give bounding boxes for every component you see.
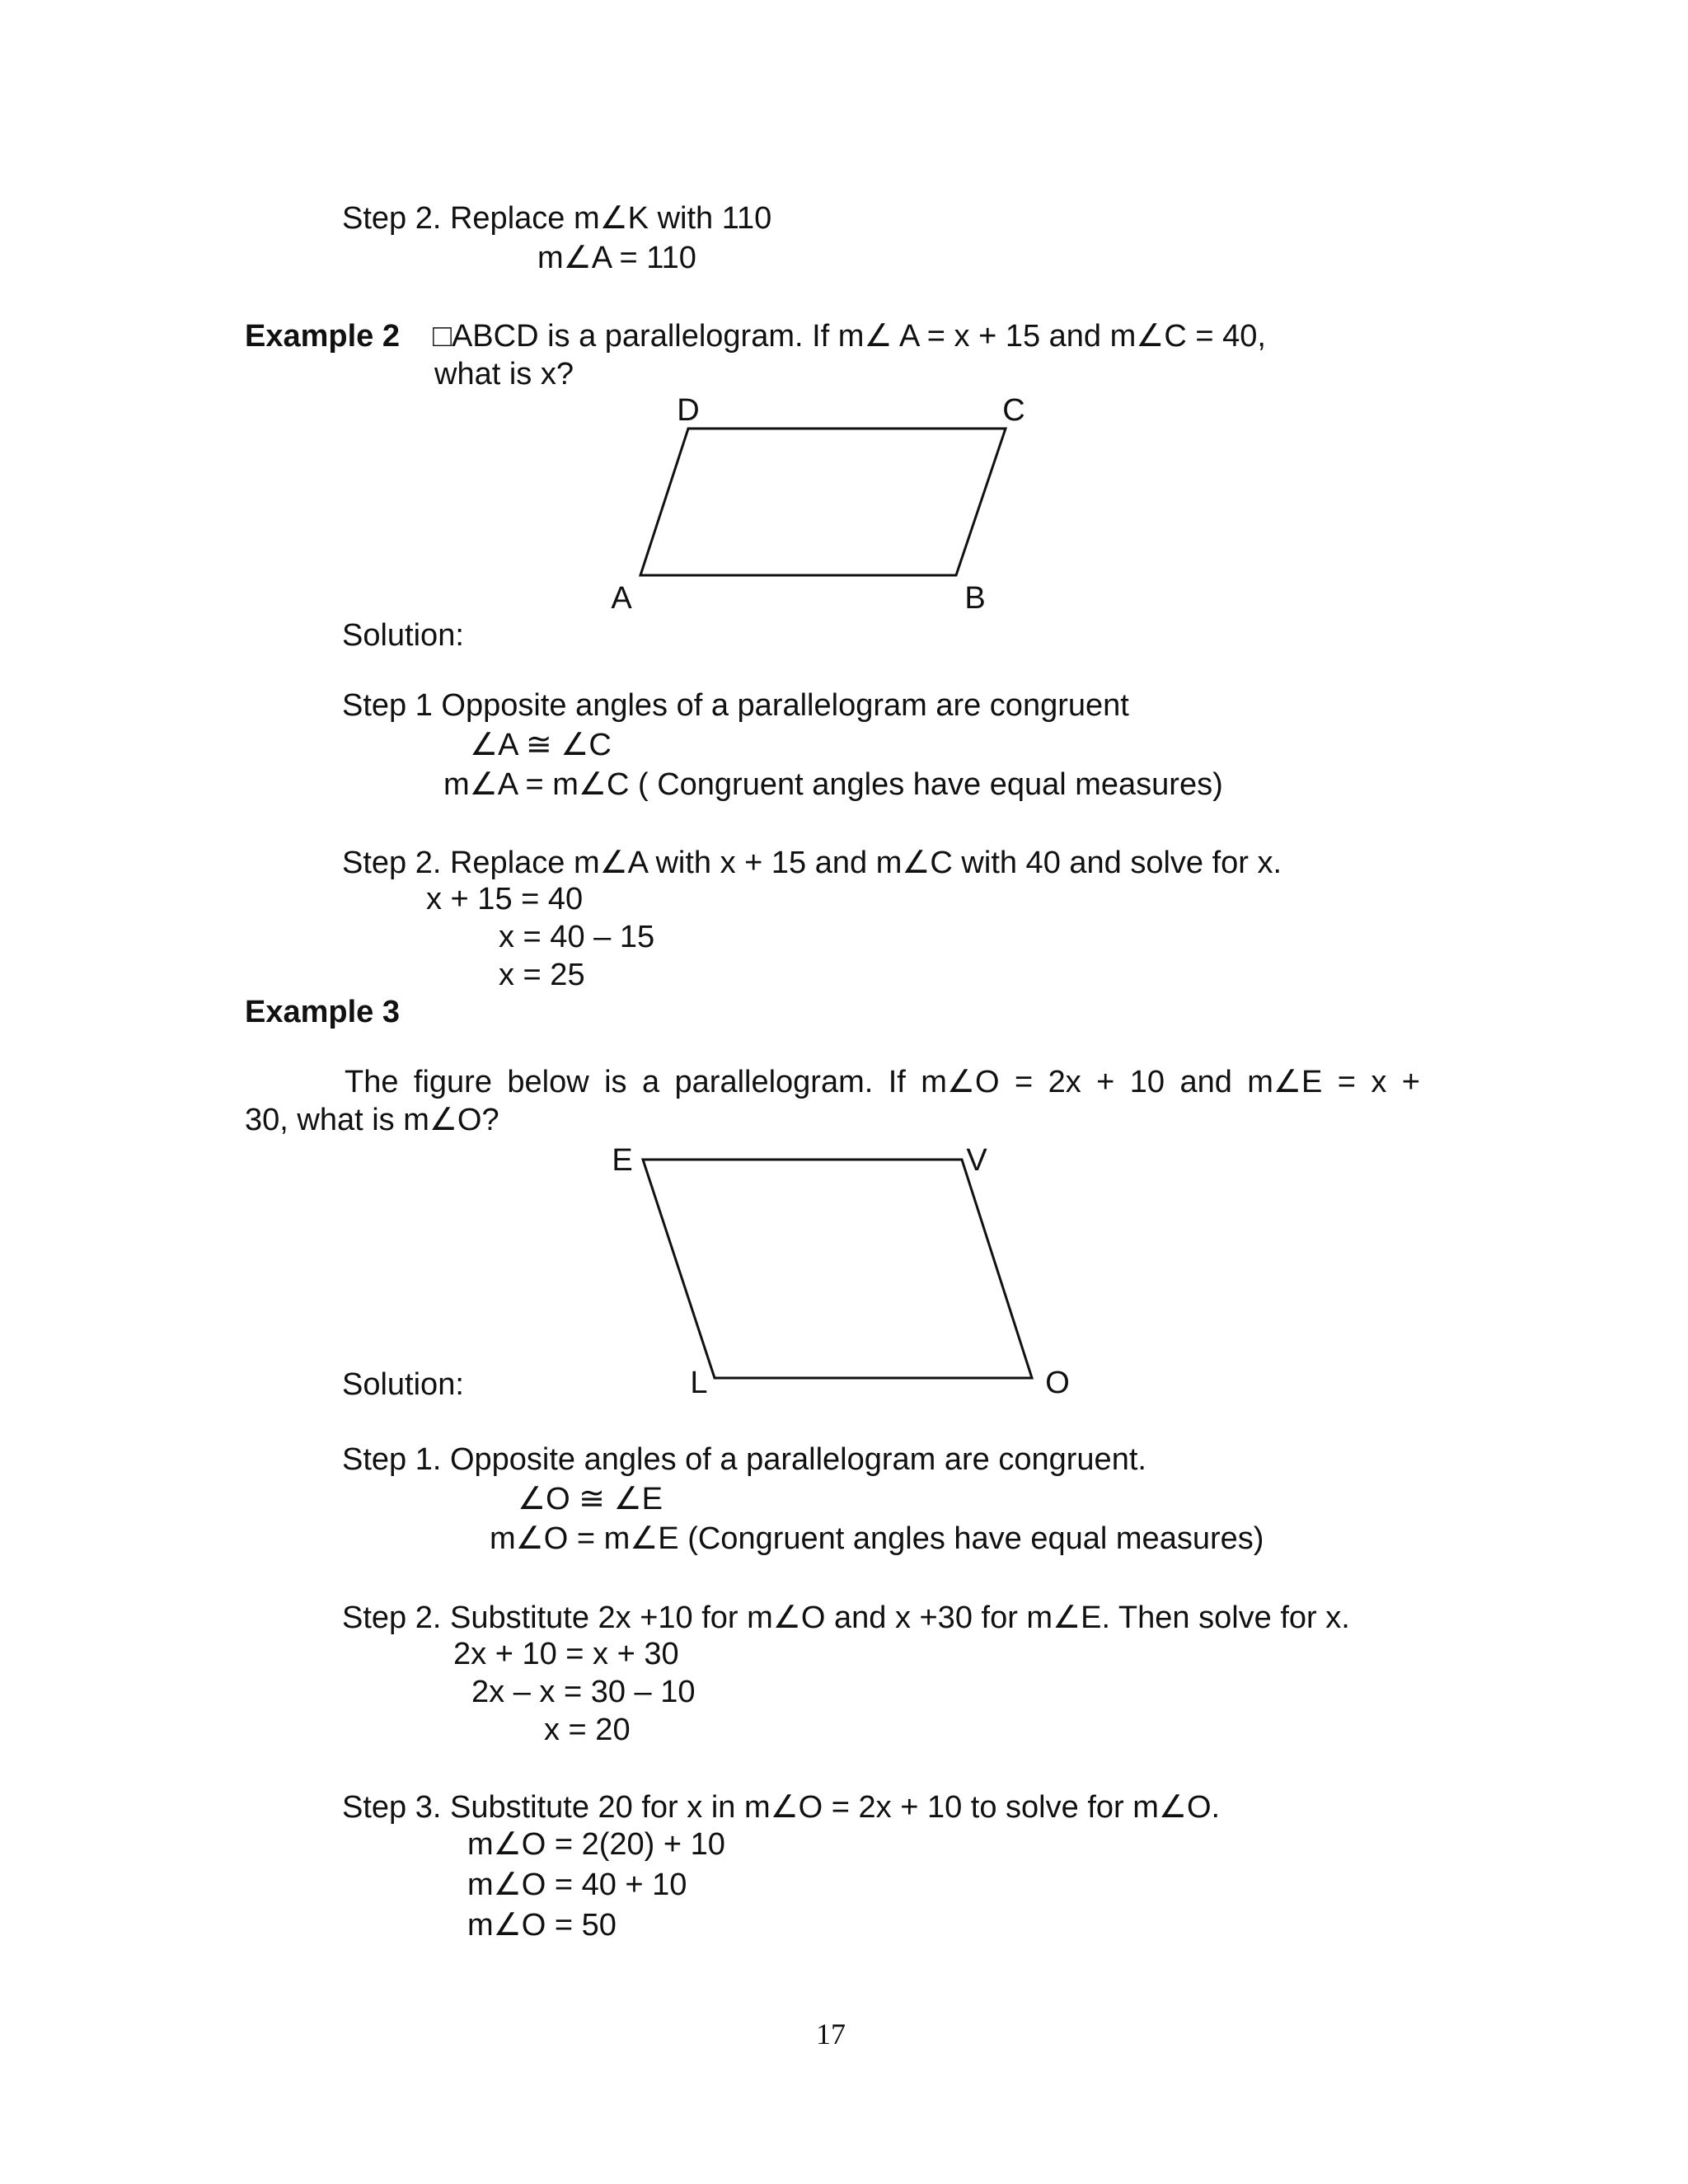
parallelogram-abcd — [640, 429, 1006, 575]
example3-solution-label: Solution: — [342, 1367, 464, 1402]
example3-problem-line1: The figure below is a parallelogram. If m∠O = 2x + 10 and m∠E = x + — [345, 1065, 1420, 1099]
example3-step1-measure: m∠O = m∠E (Congruent angles have equal measures) — [490, 1521, 1264, 1556]
example3-step2-equation: x = 20 — [544, 1713, 631, 1747]
example2-statement-line1: □ABCD is a parallelogram. If m∠ A = x + 15 and m∠C = 40, — [433, 319, 1266, 354]
vertex-label-l: L — [690, 1366, 708, 1400]
example2-equation: x + 15 = 40 — [426, 882, 584, 916]
example2-statement-line2: what is x? — [434, 357, 574, 391]
page-number: 17 — [816, 2018, 846, 2050]
vertex-label-v: V — [966, 1143, 987, 1178]
example3-step2-equation: 2x – x = 30 – 10 — [471, 1675, 696, 1709]
intro-step2-text: Step 2. Replace m∠K with 110 — [342, 201, 772, 236]
example2-solution-label: Solution: — [342, 618, 464, 653]
example3-step2-equation: 2x + 10 = x + 30 — [453, 1637, 679, 1671]
vertex-label-c: C — [1002, 393, 1025, 428]
example2-step1-measure: m∠A = m∠C ( Congruent angles have equal measures) — [443, 767, 1223, 802]
vertex-label-b: B — [964, 581, 986, 616]
vertex-label-o: O — [1045, 1366, 1070, 1400]
example2-label: Example 2 — [245, 319, 400, 354]
parallelogram-evol — [643, 1160, 1032, 1378]
example3-step1-congruence: ∠O ≅ ∠E — [518, 1482, 663, 1516]
example2-equation: x = 40 – 15 — [499, 920, 655, 954]
example2-step1-congruence: ∠A ≅ ∠C — [470, 728, 612, 762]
example3-step3-equation: m∠O = 2(20) + 10 — [467, 1827, 725, 1862]
example3-step1-text: Step 1. Opposite angles of a parallelogram are congruent. — [342, 1442, 1146, 1477]
example3-label: Example 3 — [245, 995, 400, 1029]
example2-step1-text: Step 1 Opposite angles of a parallelogram are congruent — [342, 688, 1129, 723]
example3-step3-equation: m∠O = 40 + 10 — [467, 1868, 687, 1902]
vertex-label-d: D — [677, 393, 700, 428]
example3-problem-line2: 30, what is m∠O? — [245, 1103, 499, 1137]
example2-step2-text: Step 2. Replace m∠A with x + 15 and m∠C with 40 and solve for x. — [342, 846, 1282, 880]
example3-step3-equation: m∠O = 50 — [467, 1908, 617, 1943]
intro-step2-result: m∠A = 110 — [537, 241, 696, 275]
example2-equation: x = 25 — [499, 958, 585, 992]
example3-step3-text: Step 3. Substitute 20 for x in m∠O = 2x + 10 to solve for m∠O. — [342, 1790, 1221, 1825]
vertex-label-a: A — [611, 581, 632, 616]
example3-step2-text: Step 2. Substitute 2x +10 for m∠O and x +30 for m∠E. Then solve for x. — [342, 1601, 1350, 1635]
vertex-label-e: E — [612, 1143, 633, 1178]
